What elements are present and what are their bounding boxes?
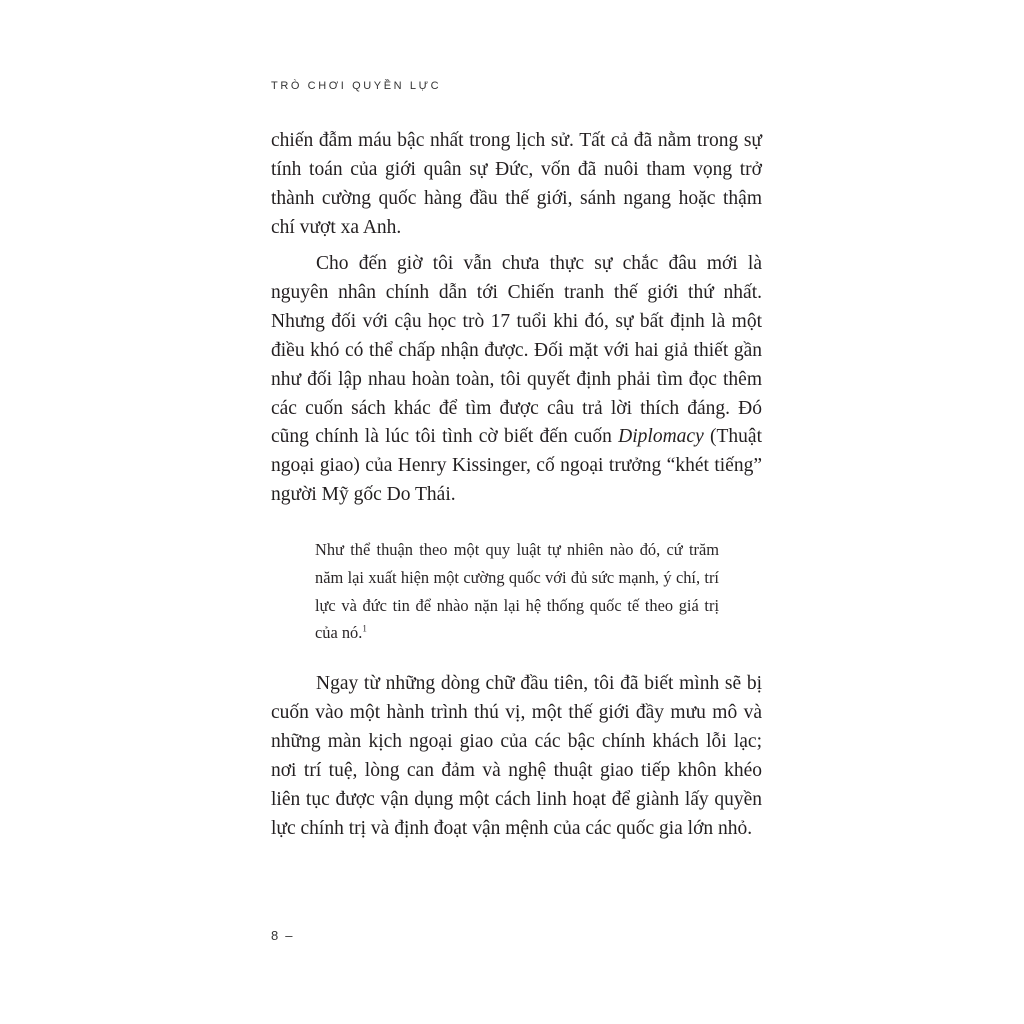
paragraph-text (271, 250, 762, 510)
paragraph-text: chiến đẫm máu bậc nhất trong lịch sử. Tất cả đã nằm trong sự tính toán của giới quân sự Đức, vốn đã nuôi tham vọng trở thành cường quốc hàng đầu thế giới, sánh ngang hoặc thậm chí vượt xa Anh. (271, 130, 762, 238)
running-head: TRÒ CHƠI QUYỀN LỰC (271, 80, 442, 92)
paragraph-text-end: (Thuật ngoại giao) của Henry Kissinger, cố ngoại trưởng “khét tiếng” người Mỹ gốc Do Thái. (271, 426, 762, 506)
body-paragraph-3 (271, 670, 762, 843)
page-number-dash: – (285, 928, 294, 943)
block-quote (315, 536, 719, 647)
book-title-italic: Diplomacy (618, 426, 704, 448)
paragraph-text-start: Cho đến giờ tôi vẫn chưa thực sự chắc đâu mới là nguyên nhân chính dẫn tới Chiến tranh thế giới thứ nhất. Nhưng đối với cậu học trò 17 tuổi khi đó, sự bất định là một điều khó có thể chấp nhận được. Đối mặt với hai giả thiết gần như đối lập nhau hoàn toàn, tôi quyết định phải tìm đọc thêm các cuốn sách khác để tìm được câu trả lời thích đáng. Đó cũng chính là lúc tôi tình cờ biết đến cuốn (271, 253, 762, 448)
quote-text: Như thể thuận theo một quy luật tự nhiên nào đó, cứ trăm năm lại xuất hiện một cường quốc với đủ sức mạnh, ý chí, trí lực và đức tin để nhào nặn lại hệ thống quốc tế theo giá trị của nó. (315, 540, 719, 643)
page-number (271, 928, 293, 943)
paragraph-text: Ngay từ những dòng chữ đầu tiên, tôi đã biết mình sẽ bị cuốn vào một hành trình thú vị, một thế giới đầy mưu mô và những màn kịch ngoại giao của các bậc chính khách lỗi lạc; nơi trí tuệ, lòng can đảm và nghệ thuật giao tiếp khôn khéo liên tục được vận dụng một cách linh hoạt để giành lấy quyền lực chính trị và định đoạt vận mệnh của các quốc gia lớn nhỏ. (271, 673, 762, 839)
page-number-value: 8 (271, 928, 280, 943)
body-paragraph-2 (271, 250, 762, 510)
body-paragraph-1 (271, 127, 762, 243)
footnote-mark: 1 (362, 623, 367, 634)
